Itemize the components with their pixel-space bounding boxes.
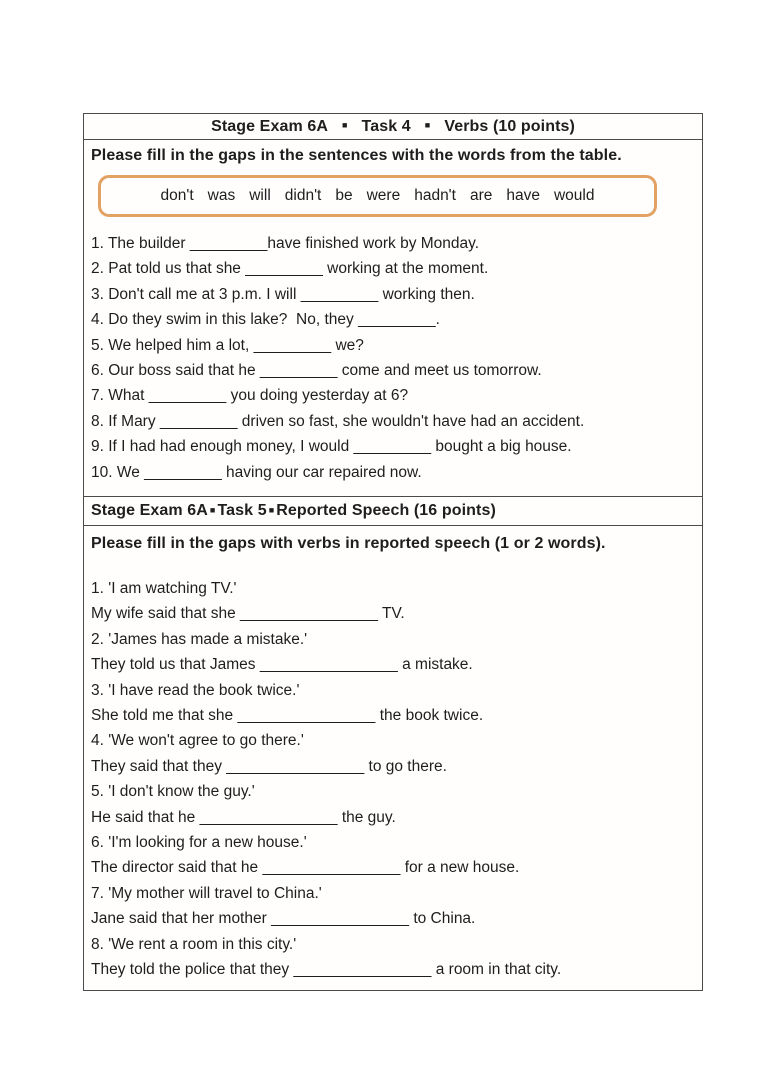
sentence-text: having our car repaired now. [221,463,422,481]
answer-gap[interactable]: ________________ [199,808,338,826]
sentence-text: the book twice. [375,707,484,725]
task4-title-exam: Stage Exam 6A [211,117,328,135]
word-bank-word: didn't [284,187,322,204]
sentence-line [91,805,694,830]
square-bullet-icon: ■ [341,120,348,130]
sentence-line [91,703,694,728]
task5-header [84,497,702,526]
sentence-text: 10. We [91,463,145,481]
sentence-text: 8. If Mary [91,412,160,430]
sentence-text: to go there. [364,757,447,775]
word-bank [98,175,657,217]
sentence-line [91,601,694,626]
sentence-text: Jane said that her mother [91,910,272,928]
answer-gap[interactable]: _________ [253,336,332,354]
sentence-line [91,855,694,880]
square-bullet-icon: ■ [424,120,431,130]
sentence-line [91,358,694,383]
sentence-line [91,307,694,332]
quote-line: 6. 'I'm looking for a new house.' [91,834,307,852]
task4-title-topic: Verbs (10 points) [444,117,575,135]
answer-gap[interactable]: ________________ [259,656,398,674]
sentence-text: a room in that city. [431,961,562,979]
word-bank-word: will [249,187,271,204]
task4-instruction: Please fill in the gaps in the sentences with the words from the table. [91,147,622,164]
sentence-text: The director said that he [91,859,263,877]
sentence-line [91,383,694,408]
sentence-text: 1. The builder [91,235,190,252]
quote-line: 1. 'I am watching TV.' [91,580,237,597]
answer-gap[interactable]: ________________ [240,605,378,623]
answer-gap[interactable]: _________ [259,362,338,380]
sentence-line [91,906,694,931]
answer-gap[interactable]: _________ [245,260,323,278]
answer-gap[interactable]: ________________ [226,757,365,775]
task4-header [84,114,702,140]
answer-gap[interactable]: _________ [358,311,436,329]
quote-line: 2. 'James has made a mistake.' [91,630,308,648]
sentence-text: 6. Our boss said that he [91,362,260,380]
sentence-text: working then. [378,285,475,303]
answer-gap[interactable]: _________ [148,387,227,405]
sentence-line [91,652,694,677]
sentence-text: driven so fast, she wouldn't have had an accident. [237,412,585,430]
sentence-text: 9. If I had had enough money, I would [91,438,354,456]
sentence-text: you doing yesterday at 6? [226,387,409,405]
task5-title-exam: Stage Exam 6A [91,502,208,519]
quote-line: 7. 'My mother will travel to China.' [91,884,322,902]
sentence-text: a mistake. [397,656,473,674]
answer-gap[interactable]: _________ [144,463,222,481]
word-bank-word: was [207,187,236,204]
task4-title-task: Task 4 [361,117,411,135]
word-bank-word: don't [160,187,194,204]
task4-sentences [91,231,694,485]
task5-body [84,526,702,990]
answer-gap[interactable]: _________ [300,285,379,303]
sentence-text: TV. [377,605,405,623]
sentence-text: we? [331,336,364,354]
quote-line: 8. 'We rent a room in this city.' [91,935,297,953]
sentence-text: They said that they [91,757,227,775]
square-bullet-icon: ■ [209,504,216,515]
sentence-text: She told me that she [91,707,238,725]
sentence-text: They told the police that they [91,961,294,979]
answer-gap[interactable]: ________________ [293,961,432,979]
sentence-text: My wife said that she [91,605,241,623]
answer-gap[interactable]: _________ [159,412,238,430]
sentence-line [91,754,694,779]
sentence-text: . [435,311,440,329]
sentence-text: working at the moment. [322,260,489,278]
quote-line: 5. 'I don't know the guy.' [91,783,255,801]
answer-gap[interactable]: ________________ [271,910,410,928]
word-bank-word: be [335,187,353,204]
task5-instruction: Please fill in the gaps with verbs in reported speech (1 or 2 words). [91,535,606,552]
sentence-text: 3. Don't call me at 3 p.m. I will [91,285,301,303]
sentence-text: 4. Do they swim in this lake? No, they [91,311,359,329]
sentence-text: come and meet us tomorrow. [337,362,542,380]
sentence-text: 5. We helped him a lot, [91,336,254,354]
exam-table [83,113,703,991]
sentence-text: 2. Pat told us that she [91,260,246,278]
word-bank-word: have [506,187,540,204]
task5-title-task: Task 5 [217,502,267,519]
word-bank-word: hadn't [414,187,456,204]
sentence-text: the guy. [337,808,396,826]
word-bank-word: are [469,187,493,204]
sentence-line [91,333,694,358]
sentence-text: They told us that James [91,656,260,674]
sentence-line [91,460,694,485]
sentence-text: have finished work by Monday. [267,235,480,252]
answer-gap[interactable]: _________ [353,438,432,456]
sentence-line [91,434,694,459]
sentence-line [91,957,694,982]
sentence-text: 7. What [91,387,149,405]
task5-title-topic: Reported Speech (16 points) [276,502,496,519]
sentence-text: to China. [409,910,476,928]
quote-line: 4. 'We won't agree to go there.' [91,732,304,750]
word-bank-word: were [366,187,401,204]
answer-gap[interactable]: ________________ [237,707,376,725]
task4-body [84,140,702,497]
sentence-text: for a new house. [400,859,520,877]
sentence-text: He said that he [91,808,200,826]
sentence-line [91,256,694,281]
sentence-text: bought a big house. [431,438,572,456]
sentence-line [91,282,694,307]
sentence-line [91,231,694,256]
answer-gap[interactable]: _________ [189,235,268,252]
sentence-line [91,409,694,434]
answer-gap[interactable]: ________________ [262,859,401,877]
task5-sentences [91,576,694,983]
square-bullet-icon: ■ [268,504,275,515]
quote-line: 3. 'I have read the book twice.' [91,681,300,699]
word-bank-word: would [553,187,595,204]
